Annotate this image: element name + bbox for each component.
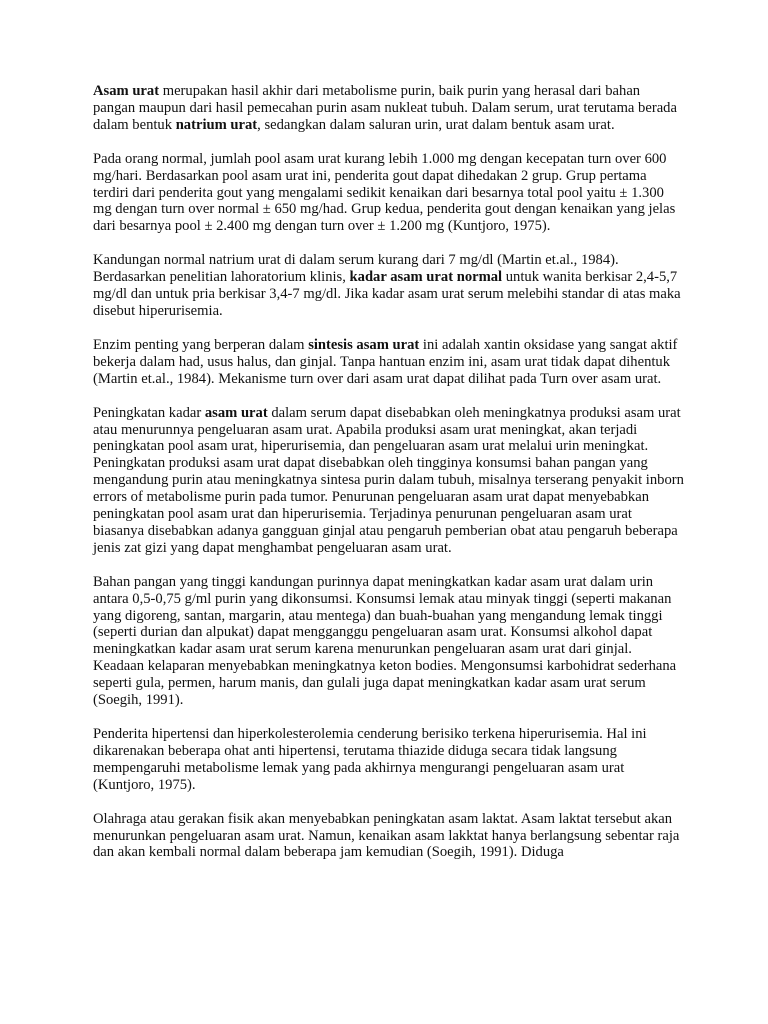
text-run: untuk wanita berkisar 2,4-5,7 mg/dl dan untuk pria berkisar 3,4-7 mg/dl. Jika kadar asam urat serum melebihi standar di atas maka disebut hiperurisemia. (93, 269, 681, 319)
text-run: Bahan pangan yang tinggi kandungan purinnya dapat meningkatkan kadar asam urat dalam urin antara 0,5-0,75 g/ml purin yang dikonsumsi. Konsumsi lemak atau minyak tinggi (seperti makanan yang digoreng, santan, margarin, atau mentega) dan buah-buahan yang mengandung lemak tinggi (seperti durian dan alpukat) dapat mengganggu pengeluaran asam urat. Konsumsi alkohol dapat meningkatkan kadar asam urat serum karena menurunkan pengeluaran asam urat dari ginjal. Keadaan kelaparan menyebabkan meningkatnya keton bodies. Mengonsumsi karbohidrat sederhana seperti gula, permen, harum manis, dan gulali juga dapat meningkatkan kadar asam urat serum (Soegih, 1991). (93, 573, 677, 709)
paragraph-olahraga (93, 811, 685, 862)
paragraph-asam-urat-definition (93, 83, 685, 134)
paragraph-peningkatan-kadar (93, 405, 685, 557)
paragraph-kadar-normal (93, 252, 685, 320)
bold-term: asam urat (204, 404, 268, 421)
paragraph-hipertensi (93, 726, 685, 794)
document-page (93, 83, 685, 861)
text-run: ini adalah xantin oksidase yang sangat aktif bekerja dalam had, usus halus, dan ginjal. Tanpa hantuan enzim ini, asam urat tidak dapat dihentuk (Martin et.al., 1984). Mekanisme turn over dari asam urat dapat dilihat pada Turn over asam urat. (93, 336, 678, 387)
text-run: merupakan hasil akhir dari metabolisme purin, baik purin yang herasal dari bahan pangan maupun dari hasil pemecahan purin asam nukleat tubuh. Dalam serum, urat terutama berada dalam bentuk (93, 83, 677, 133)
text-run: Olahraga atau gerakan fisik akan menyebabkan peningkatan asam laktat. Asam laktat tersebut akan menurunkan pengeluaran asam urat. Namun, kenaikan asam lakktat hanya berlangsung sebentar raja dan akan kembali normal dalam beberapa jam kemudian (Soegih, 1991). Diduga (93, 810, 680, 861)
text-run: Pada orang normal, jumlah pool asam urat kurang lebih 1.000 mg dengan kecepatan turn over 600 mg/hari. Berdasarkan pool asam urat ini, penderita gout dapat dihedakan 2 grup. Grup pertama terdiri dari penderita gout yang mengalami sedikit kenaikan dari besarnya total pool yaitu ± 1.300 mg dengan turn over normal ± 650 mg/had. Grup kedua, penderita gout dengan kenaikan yang jelas dari besarnya pool ± 2.400 mg dengan turn over ± 1.200 mg (Kuntjoro, 1975). (93, 150, 676, 235)
bold-term: kadar asam urat normal (349, 269, 503, 286)
text-run: Penderita hipertensi dan hiperkolesterolemia cenderung berisiko terkena hiperurisemia. Hal ini dikarenakan beberapa ohat anti hipertensi, terutama thiazide diduga secara tidak langsung mempengaruhi metabolisme lemak yang pada akhirnya mengurangi pengeluaran asam urat (Kuntjoro, 1975). (93, 726, 647, 793)
paragraph-enzim-sintesis (93, 337, 685, 388)
text-run: Enzim penting yang berperan dalam (93, 336, 309, 353)
bold-term: natrium urat (175, 116, 258, 133)
text-run: , sedangkan dalam saluran urin, urat dalam bentuk asam urat. (257, 116, 615, 133)
paragraph-pool-asam-urat (93, 151, 685, 236)
paragraph-bahan-pangan (93, 574, 685, 709)
bold-term: Asam urat (93, 83, 160, 99)
text-run: dalam serum dapat disebabkan oleh meningkatnya produksi asam urat atau menurunnya pengeluaran asam urat. Apabila produksi asam urat meningkat, akan terjadi peningkatan pool asam urat, hiperurisemia, dan pengeluaran asam urat melalui urin meningkat. Peningkatan produksi asam urat dapat disebabkan oleh tingginya konsumsi bahan pangan yang mengandung purin atau meningkatnya sintesa purin dalam tubuh, misalnya terserang penyakit inborn errors of metabolisme purin pada tumor. Penurunan pengeluaran asam urat dapat menyebabkan peningkatan pool asam urat dan hiperurisemia. Terjadinya penurunan pengeluaran asam urat biasanya disebabkan adanya gangguan ginjal atau pengaruh pemberian obat atau pengaruh beberapa jenis zat gizi yang dapat menghambat pengeluaran asam urat. (93, 404, 684, 556)
text-run: Kandungan normal natrium urat di dalam serum kurang dari 7 mg/dl (Martin et.al., 1984). Berdasarkan penelitian lahoratorium klinis, (93, 252, 619, 286)
text-run: Peningkatan kadar (93, 404, 205, 421)
bold-term: sintesis asam urat (308, 336, 420, 353)
